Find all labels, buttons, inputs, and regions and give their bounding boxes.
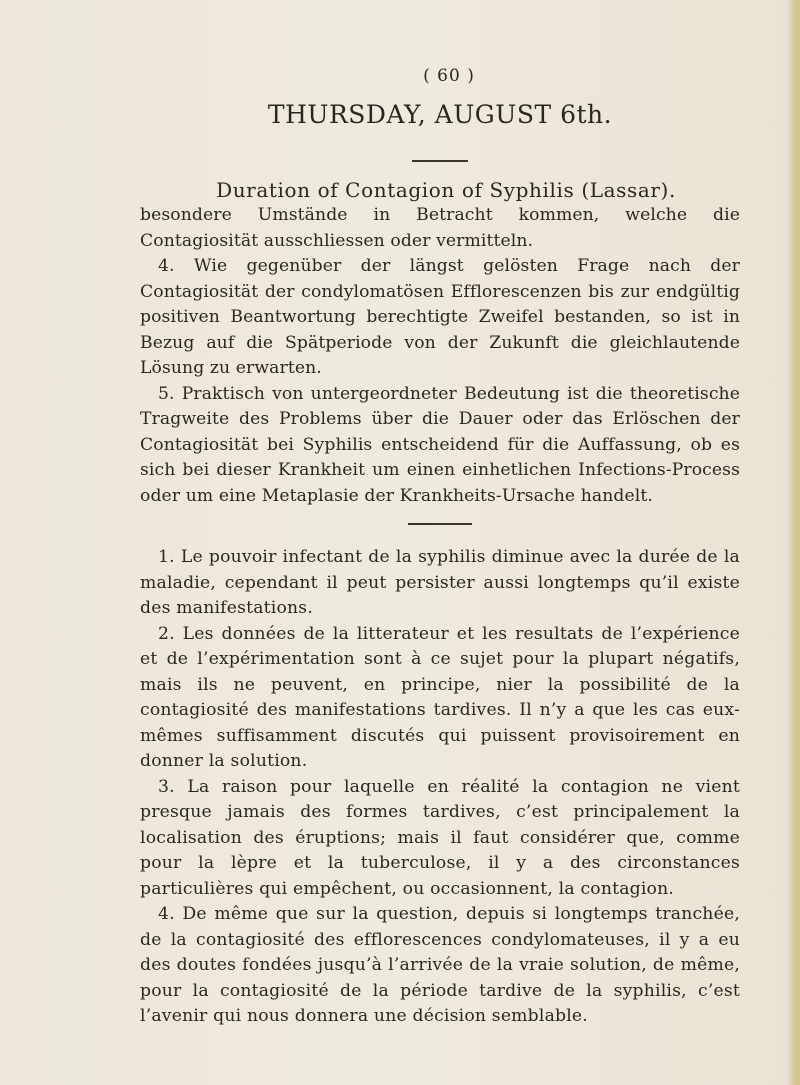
french-item-1: 1. Le pouvoir infectant de la syphilis diminue avec la durée de la maladie, cependant il peut persister aussi longtemps qu’il existe des manifestations. <box>140 547 740 618</box>
heading-divider <box>412 160 468 162</box>
french-section <box>140 545 740 1030</box>
section-heading: Duration of Contagion of Syphilis (Lassar). <box>216 178 676 202</box>
german-section <box>140 203 740 509</box>
day-heading: THURSDAY, AUGUST 6th. <box>267 100 613 129</box>
german-item-4: 4. Wie gegenüber der längst gelösten Frage nach der Contagiosität der condylomatösen Efflorescenzen bis zur endgültig positiven Beantwortung berechtigte Zweifel bestanden, so ist in Bezug auf die Spätperiode von der Zukunft die gleichlautende Lösung zu erwarten. <box>140 256 740 378</box>
page-content <box>140 66 740 1030</box>
page-edge-shadow <box>786 0 800 1085</box>
french-item-3: 3. La raison pour laquelle en réalité la contagion ne vient presque jamais des formes tardives, c’est principalement la localisation des éruptions; mais il faut considérer que, comme pour la lèpre et la tuberculose, il y a des circonstances particulières qui empêchent, ou occasionnent, la contagion. <box>140 776 740 899</box>
section-divider <box>408 523 472 525</box>
french-item-4: 4. De même que sur la question, depuis si longtemps tranchée, de la contagiosité des efflorescences condylomateuses, il y a eu des doutes fondées jusqu’à l’arrivée de la vraie solution, de même, pour la contagiosité de la période tardive de la syphilis, c’est l’avenir qui nous donnera une décision semblable. <box>140 904 740 1026</box>
german-item-5: 5. Praktisch von untergeordneter Bedeutung ist die theoretische Tragweite des Problems über die Dauer oder das Erlöschen der Contagiosität bei Syphilis entscheidend für die Auffassung, ob es sich bei dieser Krankheit um einen einhetlichen Infections-Process oder um eine Metaplasie der Krankheits-Ursache handelt. <box>140 383 740 506</box>
german-intro-paragraph: besondere Umstände in Betracht kommen, welche die Contagiosität ausschliessen oder vermitteln. <box>140 205 740 251</box>
page-number: ( 60 ) <box>423 66 475 86</box>
french-item-2: 2. Les données de la litterateur et les resultats de l’expérience et de l’expérimentation sont à ce sujet pour la plupart négatifs, mais ils ne peuvent, en principe, nier la possibilité de la contagiosité des manifestations tardives. Il n’y a que les cas eux-mêmes suffisamment discutés qui puissent provisoirement en donner la solution. <box>140 623 740 771</box>
